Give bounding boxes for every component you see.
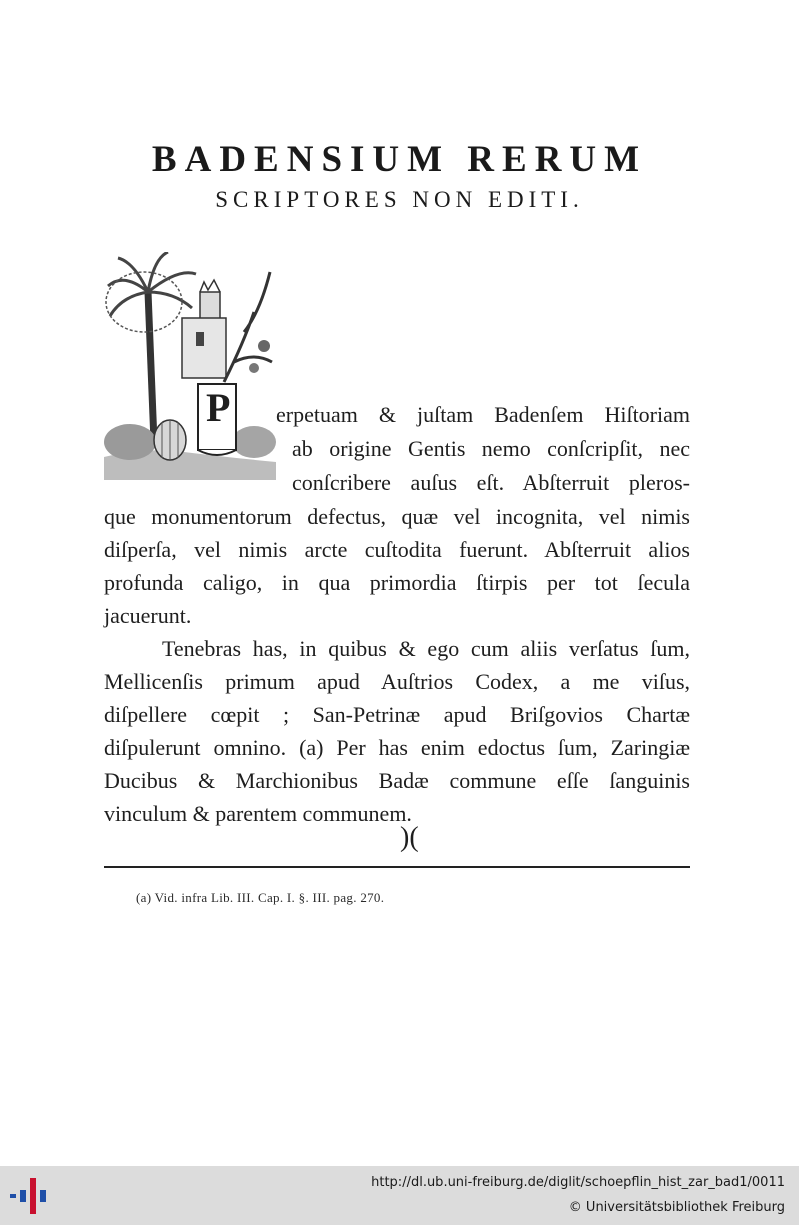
text-line: que monumentorum defectus, quæ vel incognita, vel nimis xyxy=(104,504,690,529)
decorated-initial-illustration xyxy=(104,252,276,480)
text-line: erpetuam & juſtam Badenſem Hiſtoriam xyxy=(276,402,690,427)
text-line: jacuerunt. xyxy=(104,603,192,628)
text-line: Mellicenſis primum apud Auſtrios Codex, a me viſus, xyxy=(104,669,690,694)
text-line: Tenebras has, in quibus & ego cum aliis verſatus ſum, xyxy=(162,636,690,661)
text-line: conſcribere auſus eſt. Abſterruit pleros- xyxy=(292,470,690,495)
footnote: (a) Vid. infra Lib. III. Cap. I. §. III. pag. 270. xyxy=(136,890,385,905)
page-subtitle: SCRIPTORES NON EDITI. xyxy=(215,187,584,212)
page-url-link[interactable]: http://dl.ub.uni-freiburg.de/diglit/schoepflin_hist_zar_bad1/0011 xyxy=(371,1175,785,1190)
page-title: BADENSIUM RERUM xyxy=(151,139,648,180)
section-marker: )( xyxy=(400,822,419,853)
initial-letter: P xyxy=(206,385,231,430)
copyright-text: © Universitätsbibliothek Freiburg xyxy=(568,1200,785,1215)
text-line: ab origine Gentis nemo conſcripſit, nec xyxy=(292,436,690,461)
library-logo-icon[interactable] xyxy=(8,1176,52,1216)
text-line: diſpulerunt omnino. (a) Per has enim edoctus ſum, Zaringiæ xyxy=(104,735,690,760)
text-line: diſpellere cœpit ; San-Petrinæ apud Briſgovios Chartæ xyxy=(104,702,690,727)
viewer-footer-bar xyxy=(0,1166,799,1225)
text-line: Ducibus & Marchionibus Badæ commune eſſe ſanguinis xyxy=(104,768,690,793)
engraving-image xyxy=(104,252,276,480)
text-line: vinculum & parentem communem. xyxy=(104,801,412,826)
text-line: profunda caligo, in qua primordia ſtirpis per tot ſecula xyxy=(104,570,690,595)
footnote-divider xyxy=(104,866,690,868)
text-line: diſperſa, vel nimis arcte cuſtodita fuerunt. Abſterruit alios xyxy=(104,537,690,562)
